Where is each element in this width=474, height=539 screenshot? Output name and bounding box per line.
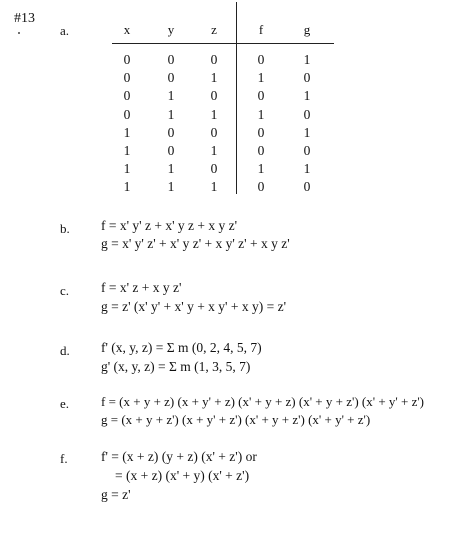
header-g: g [303, 22, 311, 37]
part-c-line-2: g = z' (x' y' + x' y + x y' + x y) = z' [101, 299, 287, 314]
cell-f-row-4: 1 [257, 107, 265, 122]
cell-g-row-6: 0 [303, 143, 311, 158]
cell-z-row-3: 0 [210, 88, 218, 103]
cell-y-row-7: 1 [167, 161, 175, 176]
cell-g-row-2: 0 [303, 70, 311, 85]
cell-y-row-8: 1 [167, 179, 175, 194]
cell-f-row-8: 0 [257, 179, 265, 194]
cell-x-row-8: 1 [123, 179, 131, 194]
part-f-line-2: = (x + z) (x' + y) (x' + z') [115, 468, 250, 483]
part-f-label: f. [60, 451, 68, 466]
part-b-label: b. [60, 221, 70, 236]
part-b-line-1: f = x' y' z + x' y z + x y z' [101, 218, 238, 233]
cell-y-row-4: 1 [167, 107, 175, 122]
cell-y-row-3: 1 [167, 88, 175, 103]
cell-x-row-4: 0 [123, 107, 131, 122]
cell-g-row-5: 1 [303, 125, 311, 140]
cell-x-row-6: 1 [123, 143, 131, 158]
part-c-line-1: f = x' z + x y z' [101, 280, 182, 295]
part-e-line-2: g = (x + y + z') (x + y' + z') (x' + y + z') (x' + y' + z') [101, 412, 371, 427]
cell-g-row-1: 1 [303, 52, 311, 67]
part-b-line-2: g = x' y' z' + x' y z' + x y' z' + x y z' [101, 236, 290, 251]
part-e-label: e. [60, 396, 70, 411]
part-d-line-2: g' (x, y, z) = Σ m (1, 3, 5, 7) [101, 359, 251, 374]
cell-x-row-5: 1 [123, 125, 131, 140]
cell-f-row-7: 1 [257, 161, 265, 176]
stray-dot [18, 32, 20, 34]
header-z: z [211, 22, 217, 37]
cell-f-row-6: 0 [257, 143, 265, 158]
cell-g-row-3: 1 [303, 88, 311, 103]
cell-g-row-4: 0 [303, 107, 311, 122]
cell-f-row-2: 1 [257, 70, 265, 85]
cell-x-row-3: 0 [123, 88, 131, 103]
cell-f-row-5: 0 [257, 125, 265, 140]
cell-z-row-5: 0 [210, 125, 218, 140]
part-f-line-3: g = z' [101, 487, 131, 502]
cell-f-row-1: 0 [257, 52, 265, 67]
cell-f-row-3: 0 [257, 88, 265, 103]
cell-z-row-8: 1 [210, 179, 218, 194]
cell-y-row-2: 0 [167, 70, 175, 85]
cell-x-row-7: 1 [123, 161, 131, 176]
cell-z-row-2: 1 [210, 70, 218, 85]
header-y: y [167, 22, 175, 37]
part-d-line-1: f' (x, y, z) = Σ m (0, 2, 4, 5, 7) [101, 340, 262, 355]
part-f-line-1: f' = (x + z) (y + z) (x' + z') or [101, 449, 257, 464]
header-f: f [258, 22, 264, 37]
cell-z-row-4: 1 [210, 107, 218, 122]
table-column-divider [236, 2, 237, 194]
cell-z-row-6: 1 [210, 143, 218, 158]
part-c-label: c. [60, 283, 70, 298]
header-x: x [123, 22, 131, 37]
cell-g-row-8: 0 [303, 179, 311, 194]
part-d-label: d. [60, 343, 70, 358]
part-e-line-1: f = (x + y + z) (x + y' + z) (x' + y + z) (x' + y + z') (x' + y' + z') [101, 394, 425, 409]
cell-y-row-5: 0 [167, 125, 175, 140]
cell-x-row-2: 0 [123, 70, 131, 85]
cell-g-row-7: 1 [303, 161, 311, 176]
table-header-rule [112, 43, 334, 44]
cell-y-row-1: 0 [167, 52, 175, 67]
cell-z-row-1: 0 [210, 52, 218, 67]
cell-y-row-6: 0 [167, 143, 175, 158]
problem-number: #13 [14, 11, 35, 26]
part-a-label: a. [60, 23, 70, 38]
cell-x-row-1: 0 [123, 52, 131, 67]
cell-z-row-7: 0 [210, 161, 218, 176]
